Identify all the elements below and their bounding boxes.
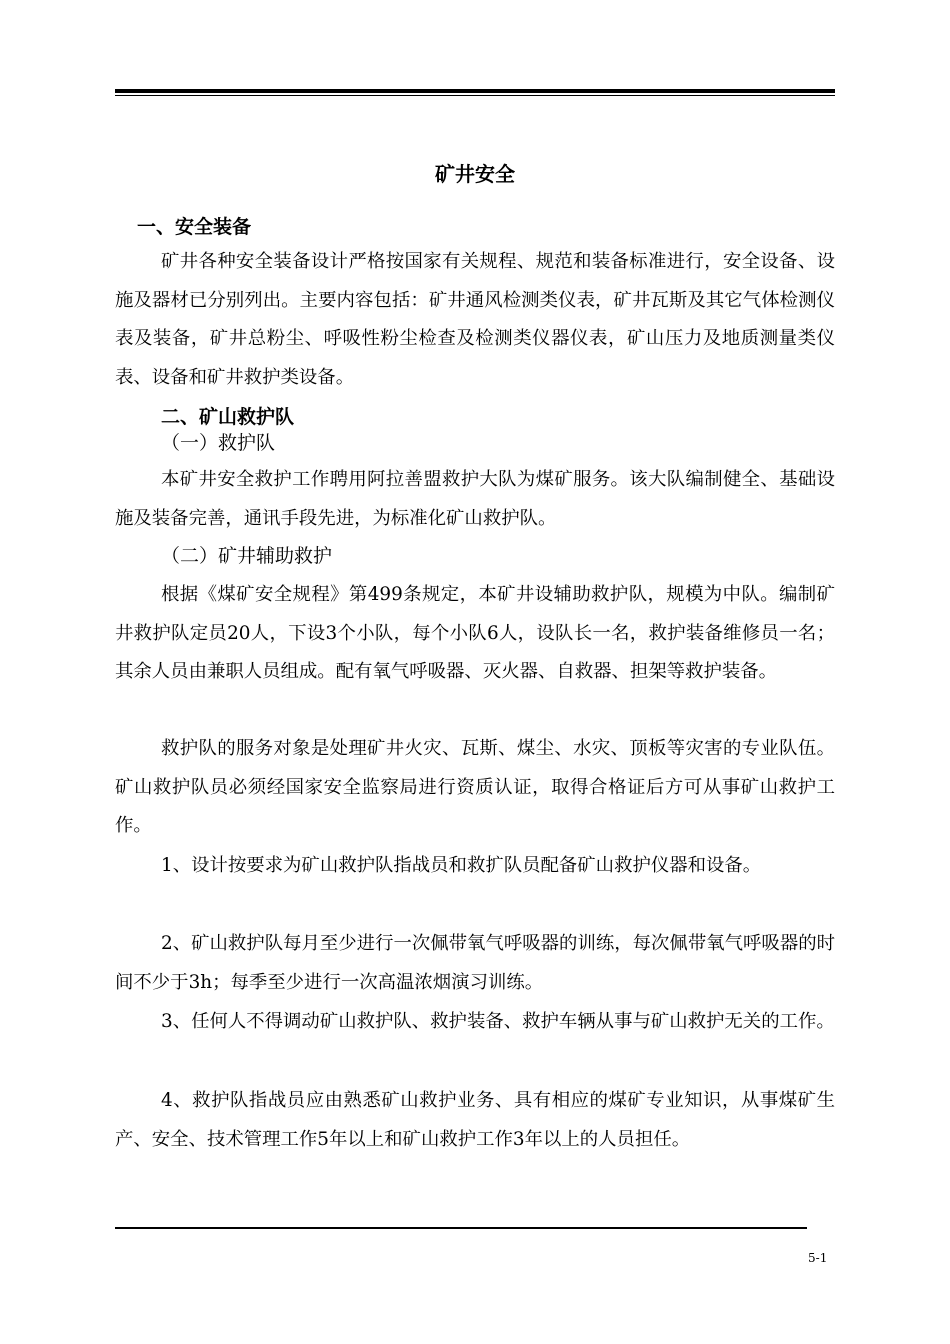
- list-item-3: 3、任何人不得调动矿山救护队、救护装备、救护车辆从事与矿山救护无关的工作。: [161, 1011, 835, 1032]
- section-2-heading: 二、矿山救护队: [161, 406, 295, 428]
- subsection-1-heading: （一）救护队: [161, 432, 276, 454]
- list-item-1: 1、设计按要求为矿山救护队指战员和救扩队员配备矿山救护仪器和设备。: [161, 855, 762, 876]
- page-title: 矿井安全: [435, 162, 515, 186]
- paragraph-regulation: 根据《煤矿安全规程》第499条规定，本矿井设辅助救护队，规模为中队。编制矿井救护队定员20人，下设3个小队，每个小队6人，设队长一名，救护装备维修员一名；其余人员由兼职人员组成。配有氧气呼吸器、灭火器、自救器、担架等救护装备。: [115, 584, 835, 683]
- list-item-4: 4、救护队指战员应由熟悉矿山救护业务、具有相应的煤矿专业知识，从事煤矿生产、安全、技术管理工作5年以上和矿山救护工作3年以上的人员担任。: [115, 1090, 835, 1150]
- list-item-2: 2、矿山救护队每月至少进行一次佩带氧气呼吸器的训练，每次佩带氧气呼吸器的时间不少于3h；每季至少进行一次高温浓烟演习训练。: [115, 933, 835, 993]
- header-rule-thick: [115, 89, 835, 93]
- page-number: 5-1: [808, 1251, 828, 1265]
- subsection-1-paragraph: 本矿井安全救护工作聘用阿拉善盟救护大队为煤矿服务。该大队编制健全、基础设施及装备完善，通讯手段先进，为标准化矿山救护队。: [115, 469, 835, 529]
- subsection-2-heading: （二）矿井辅助救护: [161, 545, 333, 567]
- section-1-paragraph: 矿井各种安全装备设计严格按国家有关规程、规范和装备标准进行，安全设备、设施及器材已分别列出。主要内容包括：矿井通风检测类仪表，矿井瓦斯及其它气体检测仪表及装备，矿井总粉尘、呼吸性粉尘检查及检测类仪器仪表，矿山压力及地质测量类仪表、设备和矿井救护类设备。: [115, 251, 835, 388]
- footer-rule: [115, 1227, 807, 1229]
- paragraph-service-scope: 救护队的服务对象是处理矿井火灾、瓦斯、煤尘、水灾、顶板等灾害的专业队伍。矿山救护队员必须经国家安全监察局进行资质认证，取得合格证后方可从事矿山救护工作。: [115, 738, 835, 837]
- section-1-heading: 一、安全装备: [137, 216, 252, 238]
- header-rule-thin: [115, 95, 835, 96]
